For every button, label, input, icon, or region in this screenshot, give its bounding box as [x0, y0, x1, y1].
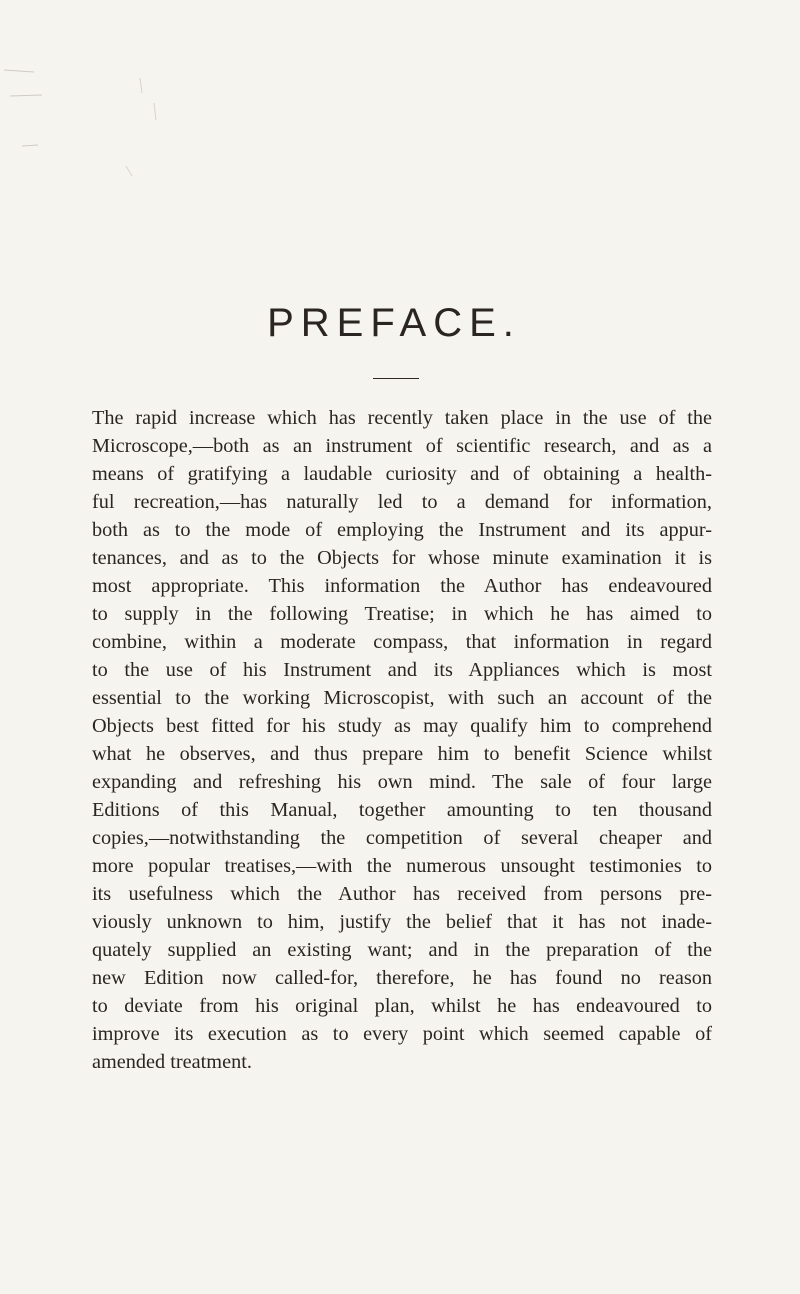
- text-line: most appropriate. This information the Author has endeavoured: [92, 575, 712, 597]
- text-line: The rapid increase which has recently taken place in the use of the: [92, 407, 712, 429]
- text-line: ful recreation,—has naturally led to a demand for information,: [92, 491, 712, 513]
- text-line-last: amended treatment.: [92, 1051, 252, 1073]
- text-line: Editions of this Manual, together amounting to ten thousand: [92, 799, 712, 821]
- heading-rule: [373, 378, 419, 379]
- text-line: new Edition now called-for, therefore, he has found no reason: [92, 967, 712, 989]
- text-line: what he observes, and thus prepare him to benefit Science whilst: [92, 743, 712, 765]
- preface-heading: PREFACE.: [267, 301, 521, 345]
- text-line: viously unknown to him, justify the belief that it has not inade-: [92, 911, 712, 933]
- text-line: essential to the working Microscopist, with such an account of the: [92, 687, 712, 709]
- scan-marks: [0, 0, 160, 180]
- text-line: its usefulness which the Author has received from persons pre-: [92, 883, 712, 905]
- text-line: Microscope,—both as an instrument of scientific research, and as a: [92, 435, 712, 457]
- text-line: improve its execution as to every point which seemed capable of: [92, 1023, 712, 1045]
- text-line: to supply in the following Treatise; in which he has aimed to: [92, 603, 712, 625]
- text-line: expanding and refreshing his own mind. The sale of four large: [92, 771, 712, 793]
- text-line: means of gratifying a laudable curiosity and of obtaining a health-: [92, 463, 712, 485]
- text-line: tenances, and as to the Objects for whose minute examination it is: [92, 547, 712, 569]
- preface-body: [92, 404, 712, 1076]
- text-line: copies,—notwithstanding the competition of several cheaper and: [92, 827, 712, 849]
- text-line: both as to the mode of employing the Instrument and its appur-: [92, 519, 712, 541]
- text-line: Objects best fitted for his study as may qualify him to comprehend: [92, 715, 712, 737]
- text-line: to the use of his Instrument and its Appliances which is most: [92, 659, 712, 681]
- text-line: quately supplied an existing want; and in the preparation of the: [92, 939, 712, 961]
- text-line: more popular treatises,—with the numerous unsought testimonies to: [92, 855, 712, 877]
- text-line: to deviate from his original plan, whilst he has endeavoured to: [92, 995, 712, 1017]
- text-line: combine, within a moderate compass, that information in regard: [92, 631, 712, 653]
